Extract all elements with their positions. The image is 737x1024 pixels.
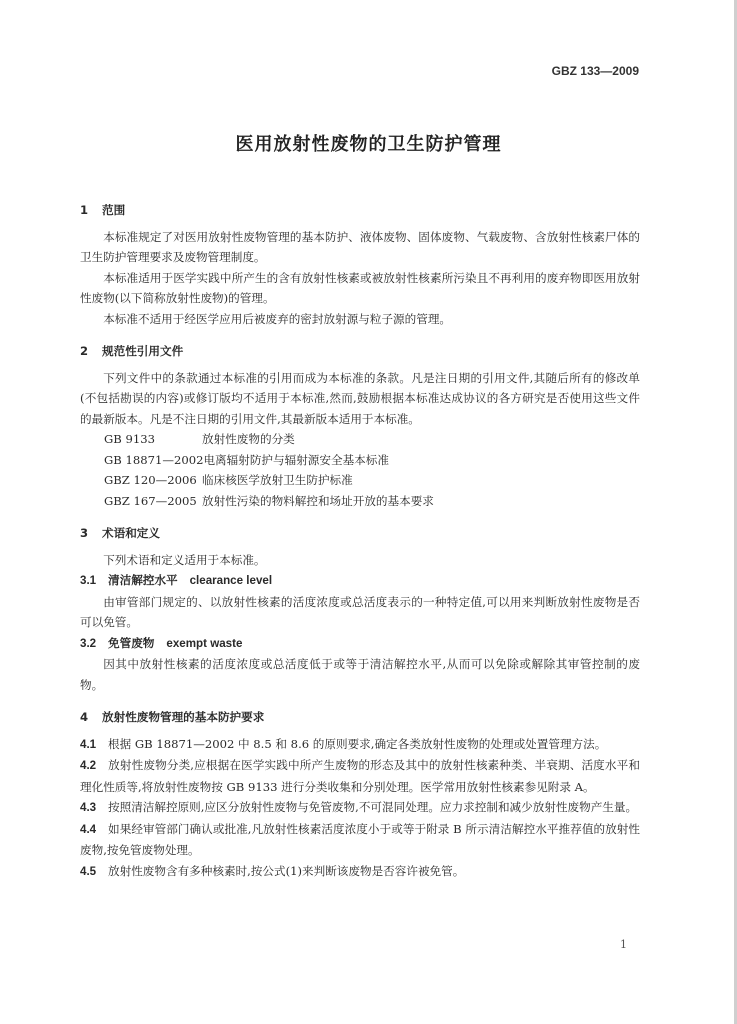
reference-name: 临床核医学放射卫生防护标准 <box>202 473 353 487</box>
section-number: 1 <box>80 203 89 217</box>
reference-item <box>80 429 640 450</box>
clause-number: 4.3 <box>80 801 97 814</box>
reference-item <box>80 450 640 471</box>
standard-code: GBZ 133—2009 <box>551 64 639 78</box>
clause-text: 根据 GB 18871—2002 中 8.5 和 8.6 的原则要求,确定各类放射性废物的处理或处置管理方法。 <box>108 736 607 751</box>
term-definition: 因其中放射性核素的活度浓度或总活度低于或等于清洁解控水平,从而可以免除或解除其审管控制的废物。 <box>80 657 640 692</box>
document-title: 医用放射性废物的卫生防护管理 <box>235 134 502 155</box>
section-number: 3 <box>80 526 89 540</box>
section-4-heading <box>80 707 640 728</box>
reference-code: GB 9133 <box>104 432 155 446</box>
reference-code: GBZ 167—2005 <box>104 493 197 508</box>
section-number: 2 <box>80 344 89 358</box>
term-number: 3.1 <box>80 574 97 587</box>
clause-text: 放射性废物分类,应根据在医学实践中所产生废物的形态及其中的放射性核素种类、半衰期、活度水平和理化性质等,将放射性废物按 GB 9133 进行分类收集和分别处理。医学常用放射性核素参见附录 A。 <box>80 758 640 794</box>
reference-code: GBZ 120—2006 <box>104 473 197 487</box>
clause-text: 按照清洁解控原则,应区分放射性废物与免管废物,不可混同处理。应力求控制和减少放射性废物产生量。 <box>108 800 638 814</box>
term-heading <box>80 633 640 655</box>
clause-4-1 <box>80 734 640 756</box>
section-number: 4 <box>80 710 89 724</box>
reference-item <box>80 470 640 491</box>
term-english: exempt waste <box>166 636 243 650</box>
clause-4-2 <box>80 755 640 797</box>
term-heading <box>80 570 640 592</box>
section-1-paragraph-2: 本标准适用于医学实践中所产生的含有放射性核素或被放射性核素所污染且不再利用的废弃物即医用放射性废物(以下简称放射性废物)的管理。 <box>80 270 640 305</box>
clause-number: 4.1 <box>80 737 97 751</box>
clause-4-4 <box>80 819 640 861</box>
section-2-paragraph-1: 下列文件中的条款通过本标准的引用而成为本标准的条款。凡是注日期的引用文件,其随后所有的修改单(不包括勘误的内容)或修订版均不适用于本标准,然而,鼓励根据本标准达成协议的各方研究是否使用这些文件的最新版本。凡是不注日期的引用文件,其最新版本适用于本标准。 <box>80 370 640 426</box>
clause-text: 放射性废物含有多种核素时,按公式(1)来判断该废物是否容许被免管。 <box>108 863 465 878</box>
section-3-intro: 下列术语和定义适用于本标准。 <box>103 552 266 567</box>
reference-name: 电离辐射防护与辐射源安全基本标准 <box>203 452 389 467</box>
term-chinese: 清洁解控水平 <box>108 573 178 587</box>
section-3-heading <box>80 523 640 544</box>
section-1-paragraph-3: 本标准不适用于经医学应用后被废弃的密封放射源与粒子源的管理。 <box>103 311 452 326</box>
clause-text: 如果经审管部门确认或批准,凡放射性核素活度浓度小于或等于附录 B 所示清洁解控水平推荐值的放射性废物,按免管废物处理。 <box>80 821 640 857</box>
term-number: 3.2 <box>80 636 97 650</box>
page-number: 1 <box>620 938 627 951</box>
document-body <box>80 200 640 882</box>
reference-name: 放射性污染的物料解控和场址开放的基本要求 <box>202 493 434 508</box>
section-title: 放射性废物管理的基本防护要求 <box>102 710 265 724</box>
section-title: 规范性引用文件 <box>102 344 184 358</box>
section-title: 范围 <box>102 203 126 217</box>
reference-name: 放射性废物的分类 <box>202 432 295 446</box>
section-1-heading <box>80 200 640 221</box>
term-chinese: 免管废物 <box>108 635 155 650</box>
term-definition: 由审管部门规定的、以放射性核素的活度浓度或总活度表示的一种特定值,可以用来判断放射性废物是否可以免管。 <box>80 594 640 629</box>
clause-4-3 <box>80 797 640 819</box>
clause-4-5 <box>80 861 640 883</box>
reference-code: GB 18871—2002 <box>104 452 204 467</box>
section-2-heading <box>80 341 640 362</box>
reference-item <box>80 491 640 512</box>
section-1-paragraph-1: 本标准规定了对医用放射性废物管理的基本防护、液体废物、固体废物、气载废物、含放射性核素尸体的卫生防护管理要求及废物管理制度。 <box>80 229 640 264</box>
term-english: clearance level <box>189 574 273 587</box>
clause-number: 4.4 <box>80 822 97 836</box>
clause-number: 4.5 <box>80 864 97 878</box>
clause-number: 4.2 <box>80 759 97 772</box>
section-title: 术语和定义 <box>102 526 160 540</box>
